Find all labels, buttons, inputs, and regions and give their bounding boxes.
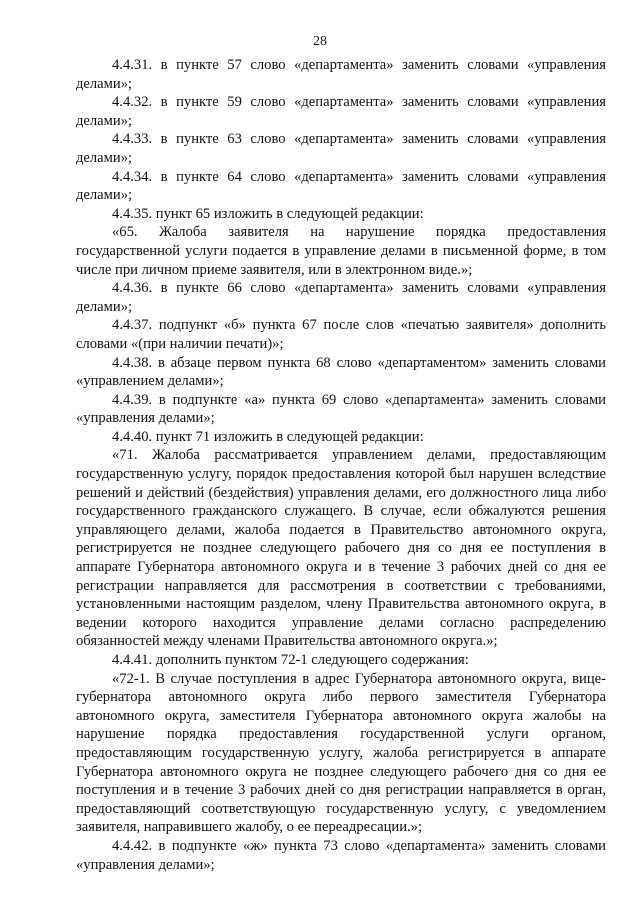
paragraph-4-4-40: 4.4.40. пункт 71 изложить в следующей редакции:: [112, 428, 424, 445]
quoted-clause-72-1: «72-1. В случае поступления в адрес Губернатора автономного округа, вице-губернатора автономного округа либо первого заместителя Губернатора автономного округа, заместителя Губернатора автономного округа жалобы на нарушение порядка предоставления государственной услуги органом, предоставляющим государственную услугу, жалоба регистрируется в аппарате Губернатора автономного округа не позднее следующего рабочего дня со дня ее поступления и в течение 3 рабочих дней со дня регистрации направляется в орган, предоставляющий соответствующую государственную услугу, с уведомлением заявителя, направившего жалобу, о ее переадресации.»;: [76, 670, 606, 836]
quoted-clause-71: «71. Жалоба рассматривается управлением делами, предоставляющим государственную услугу, порядок предоставления которой был нарушен вследствие решений и действий (бездействия) управления делами, его должностного лица либо государственного гражданского служащего. В случае, если обжалуются решения управляющего делами, жалоба подается в Правительство автономного округа, регистрируется не позднее следующего рабочего дня со дня ее поступления в аппарате Губернатора автономного округа и в течение 3 рабочих дней со дня ее регистрации направляется для рассмотрения в соответствии с требованиями, установленными настоящим разделом, члену Правительства автономного округа, в ведении которого находится управление делами согласно распределению обязанностей между членами Правительства автономного округа.»;: [76, 447, 606, 650]
paragraph-4-4-31: 4.4.31. в пункте 57 слово «департамента» заменить словами «управления делами»;: [76, 57, 606, 92]
paragraph-4-4-36: 4.4.36. в пункте 66 слово «департамента» заменить словами «управления делами»;: [76, 280, 606, 315]
paragraph-4-4-37: 4.4.37. подпункт «б» пункта 67 после слов «печатью заявителя» дополнить словами «(при наличии печати)»;: [76, 317, 606, 352]
page-number: 28: [313, 34, 327, 49]
paragraph-4-4-34: 4.4.34. в пункте 64 слово «департамента» заменить словами «управления делами»;: [76, 168, 606, 204]
paragraph-4-4-35: 4.4.35. пункт 65 изложить в следующей редакции:: [112, 205, 424, 222]
paragraph-4-4-32: 4.4.32. в пункте 59 слово «департамента» заменить словами «управления делами»;: [76, 94, 606, 129]
document-body: [76, 56, 606, 874]
paragraph-4-4-33: 4.4.33. в пункте 63 слово «департамента» заменить словами «управления делами»;: [76, 131, 606, 166]
paragraph-4-4-38: 4.4.38. в абзаце первом пункта 68 слово «департаментом» заменить словами «управлением делами»;: [76, 354, 606, 390]
paragraph-4-4-41: 4.4.41. дополнить пунктом 72-1 следующего содержания:: [112, 652, 469, 668]
paragraph-4-4-42: 4.4.42. в подпункте «ж» пункта 73 слово «департамента» заменить словами «управления делами»;: [76, 837, 606, 873]
quoted-clause-65: «65. Жалоба заявителя на нарушение порядка предоставления государственной услуги подается в управление делами в письменной форме, в том числе при личном приеме заявителя, или в электронном виде.»;: [76, 224, 606, 278]
paragraph-4-4-39: 4.4.39. в подпункте «а» пункта 69 слово «департамента» заменить словами «управления делами»;: [76, 391, 606, 427]
